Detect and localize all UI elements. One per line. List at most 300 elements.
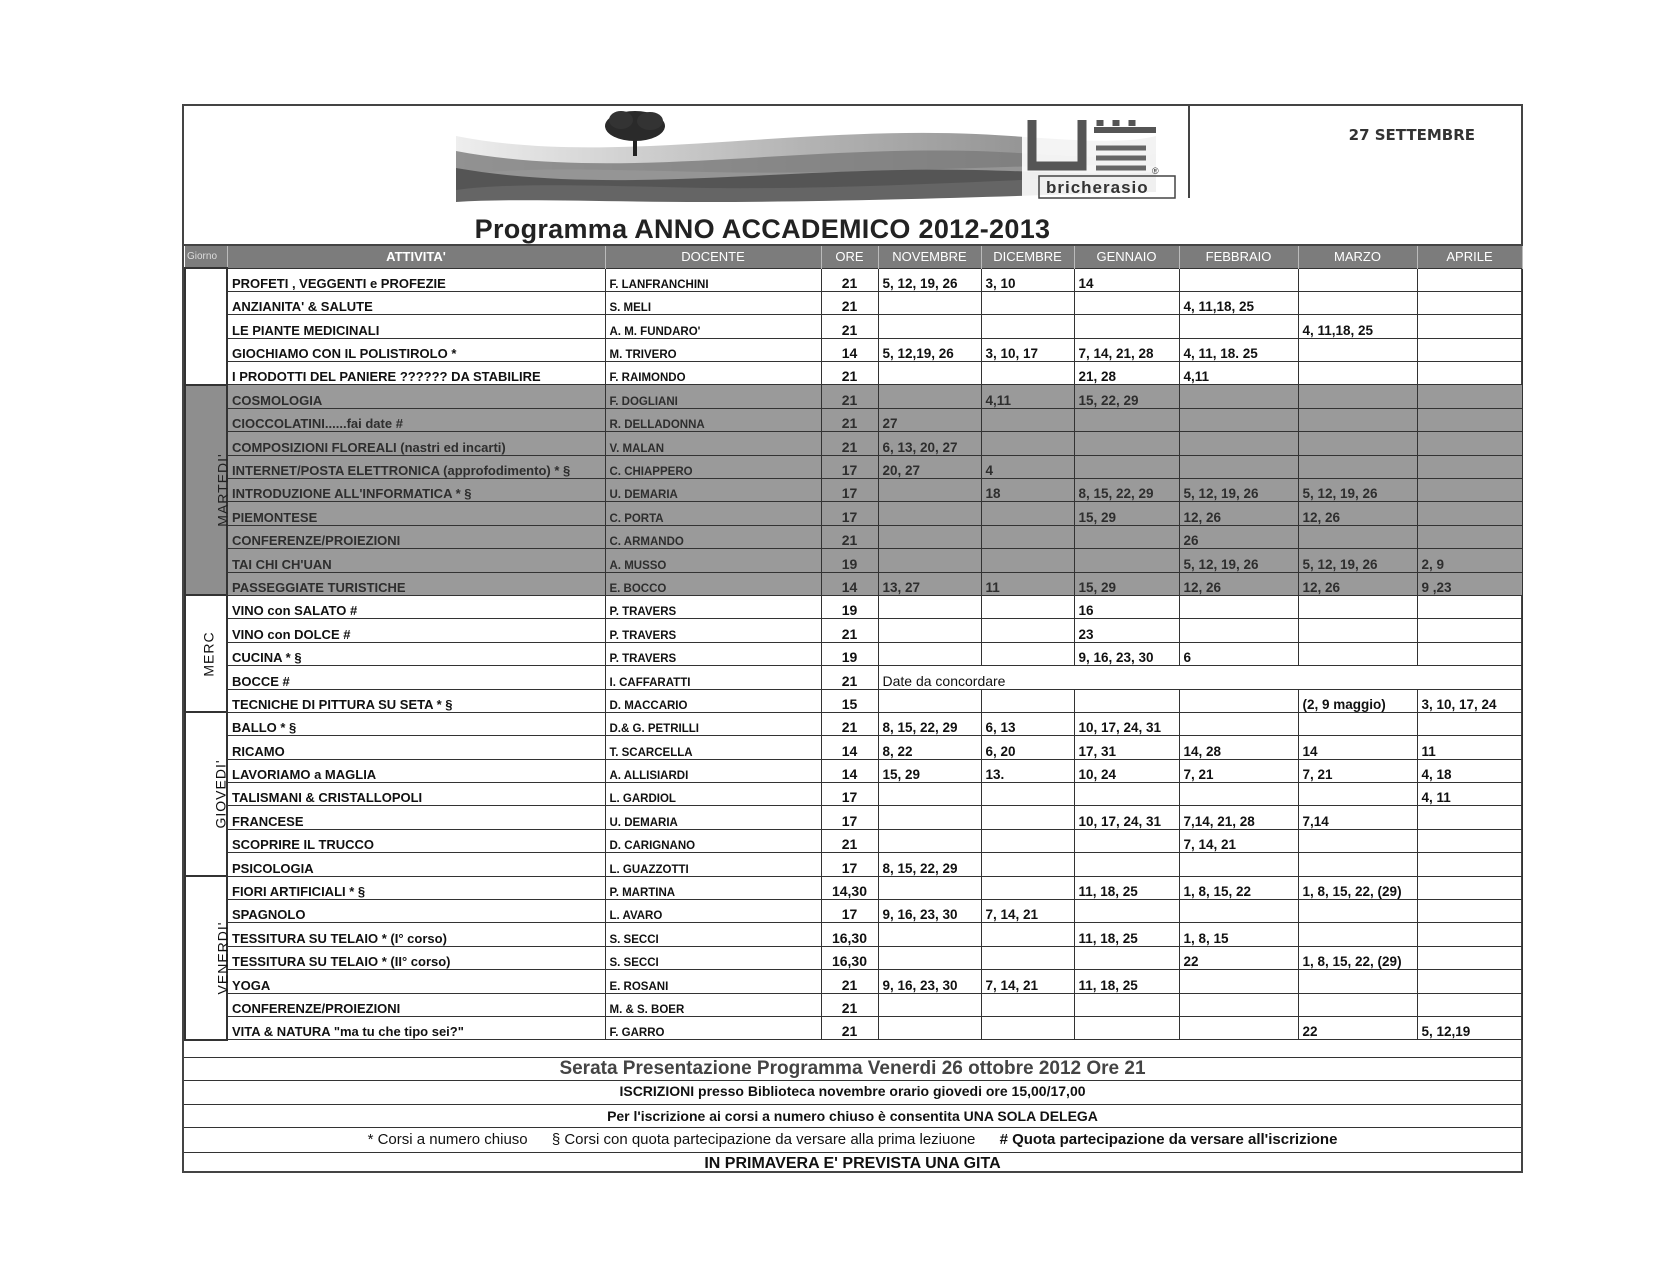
logo-text: bricherasio	[1046, 178, 1149, 197]
dates-cell-dic	[981, 806, 1074, 829]
dates-cell-feb	[1179, 712, 1298, 735]
hours-cell: 21	[821, 829, 878, 852]
dates-cell-gen: 8, 15, 22, 29	[1074, 479, 1179, 502]
dates-cell-nov: 15, 29	[878, 759, 981, 782]
dates-cell-gen	[1074, 853, 1179, 876]
dates-cell-nov: 9, 16, 23, 30	[878, 970, 981, 993]
dates-note-cell: Date da concordare	[878, 666, 1522, 689]
dates-cell-feb: 1, 8, 15	[1179, 923, 1298, 946]
dates-cell-apr	[1417, 385, 1522, 408]
teacher-cell: M. & S. BOER	[605, 993, 821, 1016]
dates-cell-feb	[1179, 619, 1298, 642]
activity-cell: PROFETI , VEGGENTI e PROFEZIE	[227, 268, 605, 291]
dates-cell-feb	[1179, 900, 1298, 923]
dates-cell-mar	[1298, 268, 1417, 291]
table-header-row	[185, 246, 1522, 268]
dates-cell-feb: 7, 14, 21	[1179, 829, 1298, 852]
dates-cell-mar	[1298, 595, 1417, 618]
activity-cell: CIOCCOLATINI......fai date #	[227, 408, 605, 431]
dates-cell-gen	[1074, 408, 1179, 431]
dates-cell-apr	[1417, 502, 1522, 525]
dates-cell-dic	[981, 689, 1074, 712]
dates-cell-gen: 7, 14, 21, 28	[1074, 338, 1179, 361]
dates-cell-nov: 8, 22	[878, 736, 981, 759]
legend-item: * Corsi a numero chiuso	[367, 1131, 528, 1148]
program-table	[184, 246, 1523, 1041]
day-label	[185, 876, 231, 1040]
col-febbraio: FEBBRAIO	[1179, 246, 1298, 268]
dates-cell-gen: 9, 16, 23, 30	[1074, 642, 1179, 665]
dates-cell-dic	[981, 829, 1074, 852]
activity-cell: TESSITURA SU TELAIO * (I° corso)	[227, 923, 605, 946]
table-row	[185, 362, 1522, 385]
hours-cell: 17	[821, 783, 878, 806]
hours-cell: 17	[821, 900, 878, 923]
dates-cell-feb: 7, 21	[1179, 759, 1298, 782]
dates-cell-apr	[1417, 923, 1522, 946]
dates-cell-nov: 9, 16, 23, 30	[878, 900, 981, 923]
dates-cell-apr	[1417, 338, 1522, 361]
activity-cell: YOGA	[227, 970, 605, 993]
dates-cell-dic: 13.	[981, 759, 1074, 782]
dates-cell-feb: 5, 12, 19, 26	[1179, 549, 1298, 572]
program-sheet	[182, 104, 1523, 1173]
dates-cell-nov: 5, 12,19, 26	[878, 338, 981, 361]
activity-cell: PIEMONTESE	[227, 502, 605, 525]
teacher-cell: C. CHIAPPERO	[605, 455, 821, 478]
table-row	[185, 876, 1522, 899]
hours-cell: 17	[821, 853, 878, 876]
teacher-cell: S. SECCI	[605, 923, 821, 946]
activity-cell: LE PIANTE MEDICINALI	[227, 315, 605, 338]
activity-cell: I PRODOTTI DEL PANIERE ?????? DA STABILIRE	[227, 362, 605, 385]
dates-cell-mar: 14	[1298, 736, 1417, 759]
table-row	[185, 595, 1522, 618]
dates-cell-feb: 7,14, 21, 28	[1179, 806, 1298, 829]
dates-cell-dic: 3, 10, 17	[981, 338, 1074, 361]
teacher-cell: S. MELI	[605, 291, 821, 314]
table-row	[185, 549, 1522, 572]
dates-cell-dic: 11	[981, 572, 1074, 595]
hours-cell: 15	[821, 689, 878, 712]
teacher-cell: P. TRAVERS	[605, 642, 821, 665]
dates-cell-mar	[1298, 783, 1417, 806]
dates-cell-apr: 9 ,23	[1417, 572, 1522, 595]
activity-cell: TESSITURA SU TELAIO * (II° corso)	[227, 946, 605, 969]
dates-cell-apr	[1417, 432, 1522, 455]
dates-cell-mar	[1298, 455, 1417, 478]
teacher-cell: F. DOGLIANI	[605, 385, 821, 408]
activity-cell: FIORI ARTIFICIALI * §	[227, 876, 605, 899]
table-row	[185, 923, 1522, 946]
table-row	[185, 806, 1522, 829]
table-row	[185, 783, 1522, 806]
dates-cell-dic	[981, 1017, 1074, 1040]
dates-cell-dic: 3, 10	[981, 268, 1074, 291]
table-row	[185, 993, 1522, 1016]
hours-cell: 17	[821, 479, 878, 502]
dates-cell-feb: 4, 11, 18. 25	[1179, 338, 1298, 361]
dates-cell-nov	[878, 806, 981, 829]
dates-cell-feb: 14, 28	[1179, 736, 1298, 759]
dates-cell-gen	[1074, 291, 1179, 314]
dates-cell-apr: 3, 10, 17, 24	[1417, 689, 1522, 712]
teacher-cell: A. MUSSO	[605, 549, 821, 572]
teacher-cell: F. RAIMONDO	[605, 362, 821, 385]
activity-cell: SPAGNOLO	[227, 900, 605, 923]
teacher-cell: A. ALLISIARDI	[605, 759, 821, 782]
dates-cell-gen	[1074, 1017, 1179, 1040]
dates-cell-feb	[1179, 385, 1298, 408]
dates-cell-apr	[1417, 993, 1522, 1016]
table-row	[185, 268, 1522, 291]
activity-cell: VITA & NATURA "ma tu che tipo sei?"	[227, 1017, 605, 1040]
dates-cell-feb: 22	[1179, 946, 1298, 969]
dates-cell-dic	[981, 291, 1074, 314]
col-novembre: NOVEMBRE	[878, 246, 981, 268]
dates-cell-mar	[1298, 525, 1417, 548]
dates-cell-nov: 27	[878, 408, 981, 431]
header	[184, 106, 1521, 246]
dates-cell-apr	[1417, 946, 1522, 969]
activity-cell: TALISMANI & CRISTALLOPOLI	[227, 783, 605, 806]
table-row	[185, 946, 1522, 969]
dates-cell-dic	[981, 642, 1074, 665]
hours-cell: 21	[821, 712, 878, 735]
col-marzo: MARZO	[1298, 246, 1417, 268]
activity-cell: BALLO * §	[227, 712, 605, 735]
dates-cell-mar	[1298, 338, 1417, 361]
logo-banner	[456, 106, 1216, 206]
dates-cell-apr: 2, 9	[1417, 549, 1522, 572]
table-row	[185, 712, 1522, 735]
dates-cell-apr	[1417, 712, 1522, 735]
enrollment-note: ISCRIZIONI presso Biblioteca novembre orario giovedi ore 15,00/17,00	[184, 1080, 1521, 1104]
legend-item: # Quota partecipazione da versare all'iscrizione	[999, 1131, 1338, 1148]
dates-cell-dic: 18	[981, 479, 1074, 502]
teacher-cell: T. SCARCELLA	[605, 736, 821, 759]
dates-cell-dic: 4	[981, 455, 1074, 478]
dates-cell-apr	[1417, 619, 1522, 642]
dates-cell-gen: 16	[1074, 595, 1179, 618]
dates-cell-apr	[1417, 268, 1522, 291]
table-row	[185, 1017, 1522, 1040]
activity-cell: LAVORIAMO a MAGLIA	[227, 759, 605, 782]
teacher-cell: I. CAFFARATTI	[605, 666, 821, 689]
table-row	[185, 479, 1522, 502]
footer	[184, 1057, 1521, 1176]
dates-cell-mar: 5, 12, 19, 26	[1298, 479, 1417, 502]
dates-cell-feb: 6	[1179, 642, 1298, 665]
activity-cell: TAI CHI CH'UAN	[227, 549, 605, 572]
dates-cell-nov	[878, 923, 981, 946]
dates-cell-feb	[1179, 689, 1298, 712]
dates-cell-gen: 23	[1074, 619, 1179, 642]
dates-cell-dic: 7, 14, 21	[981, 970, 1074, 993]
dates-cell-mar: 4, 11,18, 25	[1298, 315, 1417, 338]
col-ore: ORE	[821, 246, 878, 268]
dates-cell-apr	[1417, 900, 1522, 923]
dates-cell-feb	[1179, 315, 1298, 338]
hours-cell: 17	[821, 806, 878, 829]
dates-cell-mar	[1298, 362, 1417, 385]
table-row	[185, 619, 1522, 642]
activity-cell: GIOCHIAMO CON IL POLISTIROLO *	[227, 338, 605, 361]
teacher-cell: L. GARDIOL	[605, 783, 821, 806]
dates-cell-dic	[981, 946, 1074, 969]
teacher-cell: V. MALAN	[605, 432, 821, 455]
table-row	[185, 291, 1522, 314]
hours-cell: 14	[821, 572, 878, 595]
teacher-cell: P. MARTINA	[605, 876, 821, 899]
dates-cell-nov	[878, 385, 981, 408]
hours-cell: 19	[821, 549, 878, 572]
dates-cell-mar: 12, 26	[1298, 502, 1417, 525]
dates-cell-dic	[981, 432, 1074, 455]
table-row	[185, 900, 1522, 923]
date-label: 27 SETTEMBRE	[1348, 126, 1475, 144]
dates-cell-nov	[878, 642, 981, 665]
dates-cell-mar: 5, 12, 19, 26	[1298, 549, 1417, 572]
teacher-cell: F. GARRO	[605, 1017, 821, 1040]
dates-cell-dic	[981, 315, 1074, 338]
dates-cell-gen: 10, 24	[1074, 759, 1179, 782]
teacher-cell: E. ROSANI	[605, 970, 821, 993]
legend	[184, 1127, 1521, 1152]
dates-cell-feb	[1179, 455, 1298, 478]
dates-cell-dic	[981, 783, 1074, 806]
dates-cell-feb: 5, 12, 19, 26	[1179, 479, 1298, 502]
dates-cell-dic	[981, 549, 1074, 572]
table-row	[185, 525, 1522, 548]
teacher-cell: C. PORTA	[605, 502, 821, 525]
activity-cell: PSICOLOGIA	[227, 853, 605, 876]
dates-cell-feb	[1179, 783, 1298, 806]
dates-cell-gen: 11, 18, 25	[1074, 876, 1179, 899]
table-row	[185, 689, 1522, 712]
hours-cell: 21	[821, 315, 878, 338]
day-label	[185, 712, 227, 876]
dates-cell-apr	[1417, 408, 1522, 431]
dates-cell-gen: 14	[1074, 268, 1179, 291]
dates-cell-apr: 11	[1417, 736, 1522, 759]
dates-cell-nov: 6, 13, 20, 27	[878, 432, 981, 455]
dates-cell-dic	[981, 619, 1074, 642]
hours-cell: 14,30	[821, 876, 878, 899]
table-row	[185, 408, 1522, 431]
activity-cell: VINO con DOLCE #	[227, 619, 605, 642]
dates-cell-gen	[1074, 432, 1179, 455]
dates-cell-gen: 10, 17, 24, 31	[1074, 712, 1179, 735]
dates-cell-feb: 26	[1179, 525, 1298, 548]
day-label	[185, 268, 227, 385]
presentation-note: Serata Presentazione Programma Venerdi 26 ottobre 2012 Ore 21	[184, 1057, 1521, 1080]
activity-cell: CONFERENZE/PROIEZIONI	[227, 993, 605, 1016]
dates-cell-nov: 8, 15, 22, 29	[878, 712, 981, 735]
dates-cell-mar	[1298, 712, 1417, 735]
table-row	[185, 759, 1522, 782]
hours-cell: 21	[821, 408, 878, 431]
dates-cell-feb	[1179, 993, 1298, 1016]
dates-cell-nov	[878, 1017, 981, 1040]
teacher-cell: D. MACCARIO	[605, 689, 821, 712]
table-row	[185, 853, 1522, 876]
activity-cell: VINO con SALATO #	[227, 595, 605, 618]
dates-cell-gen	[1074, 525, 1179, 548]
hours-cell: 19	[821, 595, 878, 618]
dates-cell-nov: 13, 27	[878, 572, 981, 595]
activity-cell: BOCCE #	[227, 666, 605, 689]
dates-cell-apr	[1417, 829, 1522, 852]
activity-cell: ANZIANITA' & SALUTE	[227, 291, 605, 314]
table-row	[185, 970, 1522, 993]
dates-cell-dic	[981, 923, 1074, 946]
dates-cell-mar	[1298, 385, 1417, 408]
hours-cell: 14	[821, 736, 878, 759]
hours-cell: 21	[821, 432, 878, 455]
dates-cell-nov	[878, 829, 981, 852]
dates-cell-mar: 7, 21	[1298, 759, 1417, 782]
col-aprile: APRILE	[1417, 246, 1522, 268]
dates-cell-apr	[1417, 525, 1522, 548]
col-attivita: ATTIVITA'	[227, 246, 605, 268]
dates-cell-apr	[1417, 479, 1522, 502]
dates-cell-gen: 17, 31	[1074, 736, 1179, 759]
dates-cell-mar	[1298, 291, 1417, 314]
dates-cell-nov	[878, 993, 981, 1016]
dates-cell-dic: 6, 20	[981, 736, 1074, 759]
dates-cell-feb	[1179, 1017, 1298, 1040]
teacher-cell: P. TRAVERS	[605, 595, 821, 618]
table-row	[185, 829, 1522, 852]
table-row	[185, 736, 1522, 759]
dates-cell-dic	[981, 408, 1074, 431]
dates-cell-gen: 15, 22, 29	[1074, 385, 1179, 408]
dates-cell-mar	[1298, 923, 1417, 946]
dates-cell-apr	[1417, 595, 1522, 618]
dates-cell-nov	[878, 525, 981, 548]
activity-cell: COSMOLOGIA	[227, 385, 605, 408]
hours-cell: 16,30	[821, 923, 878, 946]
hours-cell: 21	[821, 993, 878, 1016]
hours-cell: 21	[821, 666, 878, 689]
dates-cell-mar	[1298, 408, 1417, 431]
dates-cell-dic	[981, 362, 1074, 385]
dates-cell-mar	[1298, 642, 1417, 665]
dates-cell-feb: 12, 26	[1179, 572, 1298, 595]
dates-cell-apr	[1417, 642, 1522, 665]
dates-cell-dic: 4,11	[981, 385, 1074, 408]
dates-cell-feb	[1179, 595, 1298, 618]
day-label-text: VENERDI'	[214, 921, 231, 995]
dates-cell-apr	[1417, 362, 1522, 385]
dates-cell-mar: 22	[1298, 1017, 1417, 1040]
dates-cell-gen	[1074, 900, 1179, 923]
dates-cell-gen: 10, 17, 24, 31	[1074, 806, 1179, 829]
dates-cell-feb: 4, 11,18, 25	[1179, 291, 1298, 314]
table-row	[185, 432, 1522, 455]
hours-cell: 17	[821, 502, 878, 525]
teacher-cell: P. TRAVERS	[605, 619, 821, 642]
teacher-cell: D. CARIGNANO	[605, 829, 821, 852]
dates-cell-mar: 7,14	[1298, 806, 1417, 829]
hours-cell: 14	[821, 338, 878, 361]
table-row	[185, 455, 1522, 478]
dates-cell-nov: 20, 27	[878, 455, 981, 478]
dates-cell-apr	[1417, 806, 1522, 829]
dates-cell-feb: 1, 8, 15, 22	[1179, 876, 1298, 899]
dates-cell-nov: 5, 12, 19, 26	[878, 268, 981, 291]
dates-cell-dic: 7, 14, 21	[981, 900, 1074, 923]
dates-cell-feb	[1179, 970, 1298, 993]
dates-cell-dic	[981, 993, 1074, 1016]
table-row	[185, 572, 1522, 595]
trip-note: IN PRIMAVERA E' PREVISTA UNA GITA	[184, 1152, 1521, 1176]
table-body	[185, 268, 1522, 1040]
dates-cell-apr	[1417, 853, 1522, 876]
activity-cell: RICAMO	[227, 736, 605, 759]
dates-cell-mar: 1, 8, 15, 22, (29)	[1298, 946, 1417, 969]
hours-cell: 16,30	[821, 946, 878, 969]
dates-cell-nov	[878, 876, 981, 899]
dates-cell-gen	[1074, 783, 1179, 806]
dates-cell-gen	[1074, 993, 1179, 1016]
hours-cell: 21	[821, 268, 878, 291]
table-row	[185, 666, 1522, 689]
dates-cell-nov	[878, 549, 981, 572]
activity-cell: INTRODUZIONE ALL'INFORMATICA * §	[227, 479, 605, 502]
dates-cell-dic	[981, 876, 1074, 899]
dates-cell-dic: 6, 13	[981, 712, 1074, 735]
dates-cell-mar	[1298, 993, 1417, 1016]
dates-cell-dic	[981, 502, 1074, 525]
hours-cell: 21	[821, 362, 878, 385]
dates-cell-mar	[1298, 619, 1417, 642]
teacher-cell: L. GUAZZOTTI	[605, 853, 821, 876]
dates-cell-nov	[878, 595, 981, 618]
activity-cell: COMPOSIZIONI FLOREALI (nastri ed incarti)	[227, 432, 605, 455]
activity-cell: SCOPRIRE IL TRUCCO	[227, 829, 605, 852]
dates-cell-nov	[878, 502, 981, 525]
col-dicembre: DICEMBRE	[981, 246, 1074, 268]
col-giorno: Giorno	[185, 246, 227, 268]
teacher-cell: E. BOCCO	[605, 572, 821, 595]
dates-cell-nov	[878, 619, 981, 642]
dates-cell-feb	[1179, 853, 1298, 876]
hours-cell: 21	[821, 385, 878, 408]
table-row	[185, 385, 1522, 408]
dates-cell-nov	[878, 479, 981, 502]
hours-cell: 21	[821, 291, 878, 314]
dates-cell-feb: 12, 26	[1179, 502, 1298, 525]
dates-cell-gen	[1074, 549, 1179, 572]
dates-cell-apr	[1417, 315, 1522, 338]
page-title: Programma ANNO ACCADEMICO 2012-2013	[474, 214, 1051, 244]
day-label	[185, 385, 231, 596]
dates-cell-mar	[1298, 853, 1417, 876]
legend-item: § Corsi con quota partecipazione da versare alla prima leziuone	[551, 1131, 976, 1148]
activity-cell: CONFERENZE/PROIEZIONI	[227, 525, 605, 548]
dates-cell-nov	[878, 689, 981, 712]
hours-cell: 14	[821, 759, 878, 782]
hours-cell: 21	[821, 1017, 878, 1040]
dates-cell-nov	[878, 946, 981, 969]
dates-cell-gen	[1074, 689, 1179, 712]
activity-cell: PASSEGGIATE TURISTICHE	[227, 572, 605, 595]
svg-text:®: ®	[1152, 166, 1159, 176]
activity-cell: FRANCESE	[227, 806, 605, 829]
teacher-cell: S. SECCI	[605, 946, 821, 969]
